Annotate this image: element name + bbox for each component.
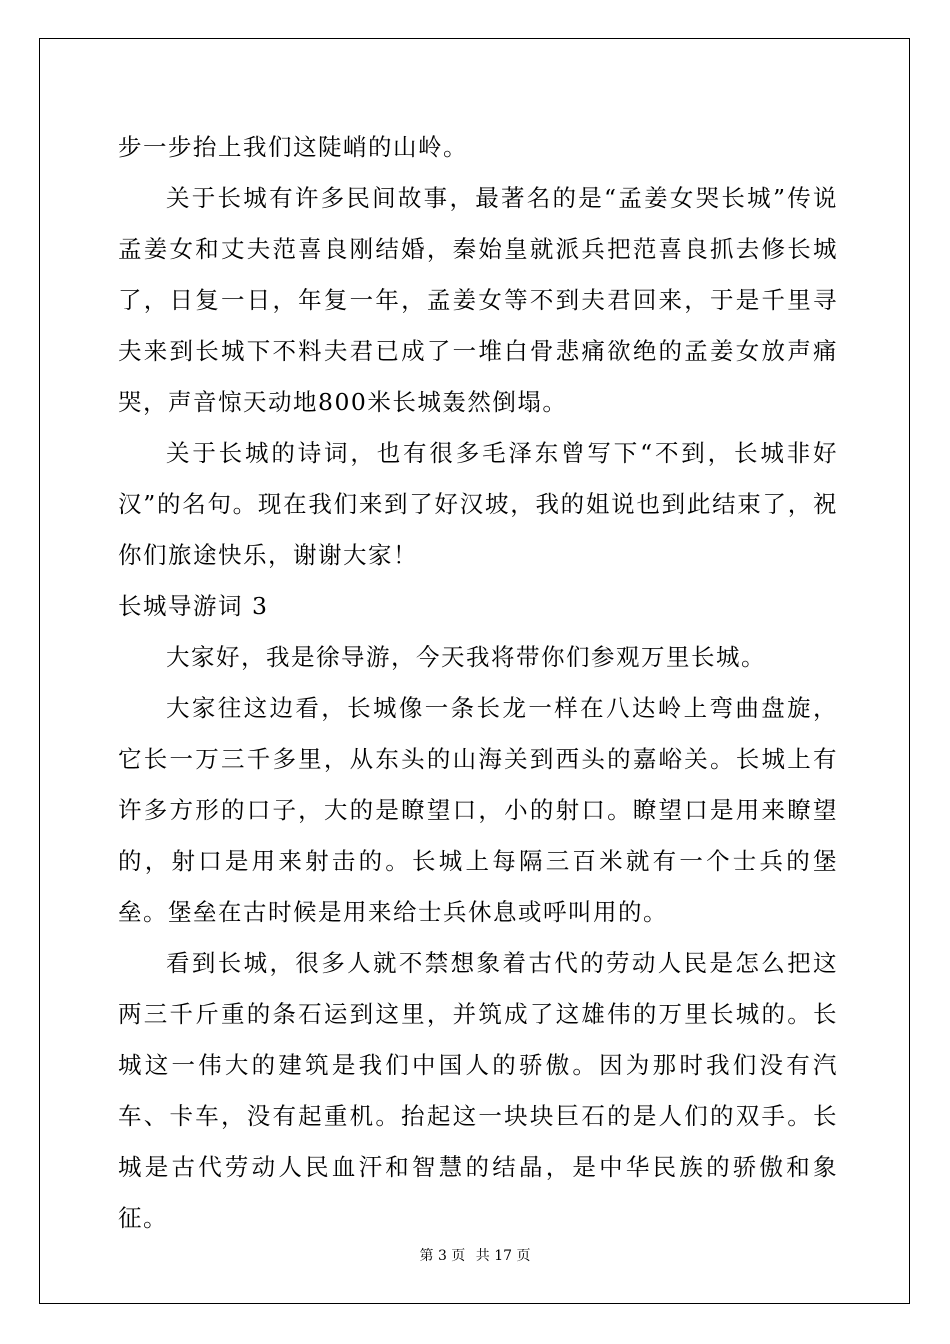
paragraph-continuation: 步一步抬上我们这陡峭的山岭。 [118, 133, 468, 161]
section-title: 长城导游词 3 [118, 592, 269, 620]
paragraph-greeting: 大家好，我是徐导游，今天我将带你们参观万里长城。 [166, 643, 766, 671]
paragraph-reflection: 看到长城，很多人就不禁想象着古代的劳动人民是怎么把这两三千斤重的条石运到这里，并筑成了这雄伟的万里长城的。长城这一伟大的建筑是我们中国人的骄傲。因为那时我们没有汽车、卡车，没有起重机。抬起这一块块巨石的是人们的双手。长城是古代劳动人民血汗和智慧的结晶，是中华民族的骄傲和象征。 [118, 949, 838, 1232]
page-number: 第 3 页 [419, 1248, 466, 1264]
paragraph-legend: 关于长城有许多民间故事，最著名的是“孟姜女哭长城”传说孟姜女和丈夫范喜良刚结婚，秦始皇就派兵把范喜良抓去修长城了，日复一日，年复一年，孟姜女等不到夫君回来，于是千里寻夫来到长城下不料夫君已成了一堆白骨悲痛欲绝的孟姜女放声痛哭，声音惊天动地800米长城轰然倒塌。 [118, 184, 838, 416]
page-footer [0, 1245, 950, 1265]
document-body [118, 122, 838, 1244]
paragraph-description: 大家往这边看，长城像一条长龙一样在八达岭上弯曲盘旋，它长一万三千多里，从东头的山海关到西头的嘉峪关。长城上有许多方形的口子，大的是瞭望口，小的射口。瞭望口是用来瞭望的，射口是用来射击的。长城上每隔三百米就有一个士兵的堡垒。堡垒在古时候是用来给士兵休息或呼叫用的。 [118, 694, 838, 926]
page-total: 共 17 页 [475, 1248, 531, 1264]
paragraph-poetry: 关于长城的诗词，也有很多毛泽东曾写下“不到，长城非好汉”的名句。现在我们来到了好汉坡，我的姐说也到此结束了，祝你们旅途快乐，谢谢大家！ [118, 439, 838, 569]
